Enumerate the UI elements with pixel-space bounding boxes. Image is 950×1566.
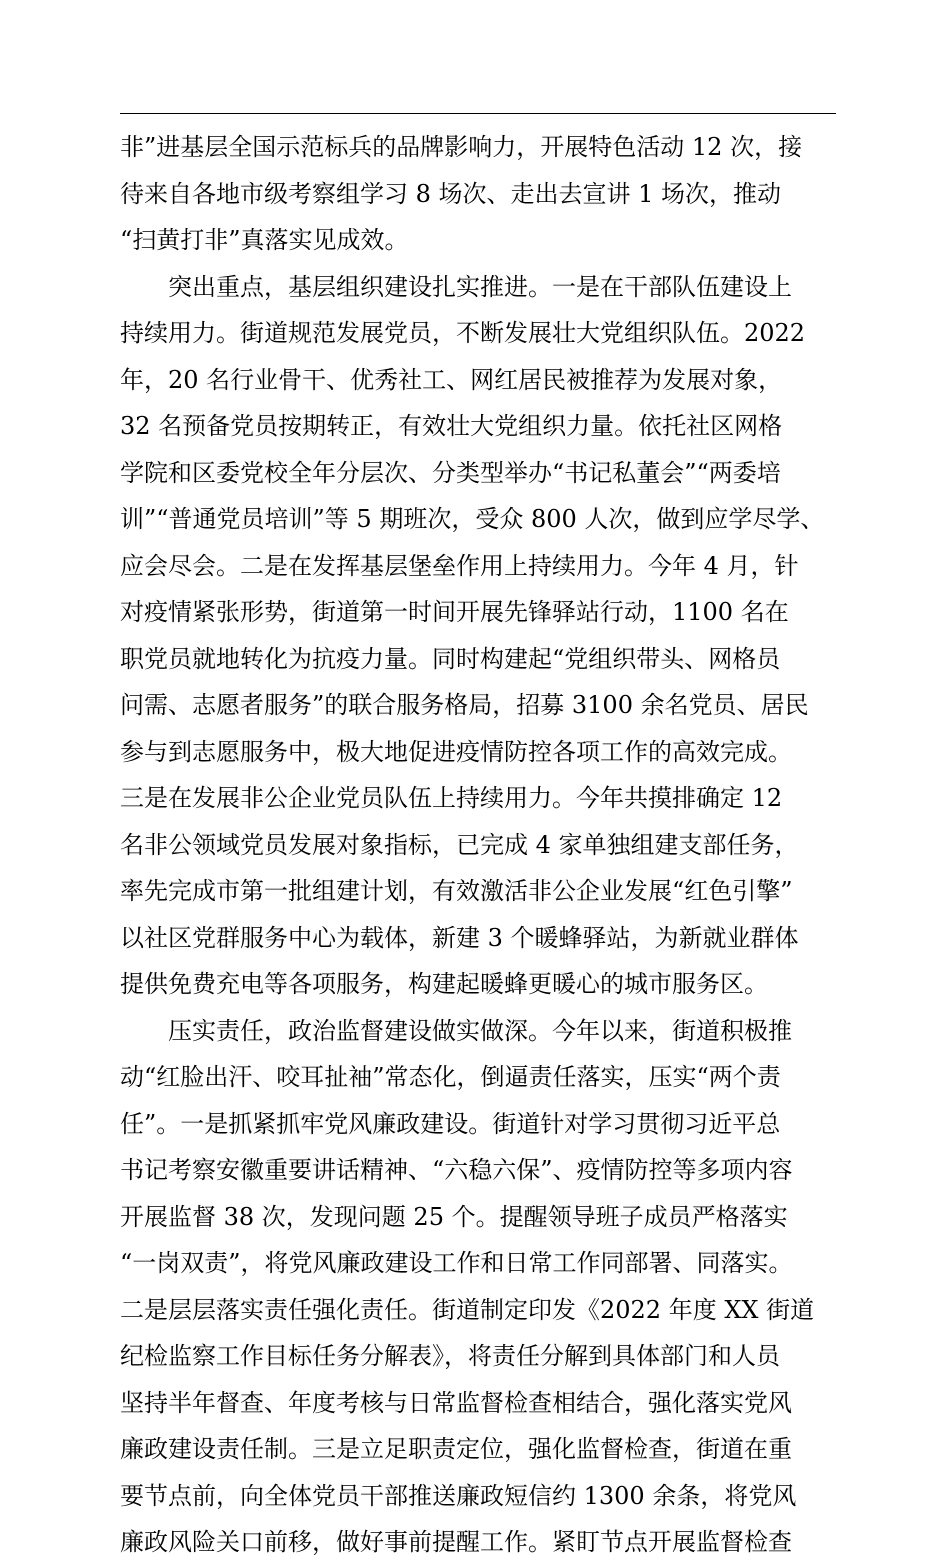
text-line: 非”进基层全国示范标兵的品牌影响力，开展特色活动 12 次，接 <box>120 133 803 161</box>
text-line: 要节点前，向全体党员干部推送廉政短信约 1300 余条，将党风 <box>120 1481 797 1510</box>
text-line: 职党员就地转化为抗疫力量。同时构建起“党组织带头、网格员 <box>120 644 781 673</box>
text-line: 开展监督 38 次，发现问题 25 个。提醒领导班子成员严格落实 <box>120 1202 788 1231</box>
paragraph-first-line: 突出重点，基层组织建设扎实推进。一是在干部队伍建设上 <box>168 272 792 301</box>
text-line: 持续用力。街道规范发展党员，不断发展壮大党组织队伍。2022 <box>120 319 806 347</box>
text-line: 动“红脸出汗、咬耳扯袖”常态化，倒逼责任落实，压实“两个责 <box>120 1063 781 1091</box>
text-line: 32 名预备党员按期转正，有效壮大党组织力量。依托社区网格 <box>120 412 783 440</box>
text-line: 待来自各地市级考察组学习 8 场次、走出去宣讲 1 场次，推动 <box>120 179 782 208</box>
text-line: 训”“普通党员培训”等 5 期班次，受众 800 人次，做到应学尽学、 <box>120 505 825 533</box>
text-line: 参与到志愿服务中，极大地促进疫情防控各项工作的高效完成。 <box>120 737 792 766</box>
text-line: 廉政风险关口前移，做好事前提醒工作。紧盯节点开展监督检查 <box>120 1528 792 1556</box>
paragraph-first-line: 压实责任，政治监督建设做实做深。今年以来，街道积极推 <box>168 1016 792 1045</box>
text-line: 廉政建设责任制。三是立足职责定位，强化监督检查，街道在重 <box>120 1435 792 1463</box>
text-line: 学院和区委党校全年分层次、分类型举办“书记私董会”“两委培 <box>120 458 781 487</box>
text-line: 纪检监察工作目标任务分解表》，将责任分解到具体部门和人员 <box>120 1342 780 1370</box>
text-line: 年，20 名行业骨干、优秀社工、网红居民被推荐为发展对象， <box>120 365 783 394</box>
text-line: 二是层层落实责任强化责任。街道制定印发《2022 年度 XX 街道 <box>120 1295 815 1324</box>
text-line: 应会尽会。二是在发挥基层堡垒作用上持续用力。今年 4 月，针 <box>120 551 799 580</box>
text-line: 名非公领域党员发展对象指标，已完成 4 家单独组建支部任务， <box>120 830 799 859</box>
body-text <box>120 124 836 1566</box>
text-line: 三是在发展非公企业党员队伍上持续用力。今年共摸排确定 12 <box>120 784 783 812</box>
text-line: 问需、志愿者服务”的联合服务格局，招募 3100 余名党员、居民 <box>120 691 809 719</box>
header-rule <box>120 113 836 114</box>
text-line: 对疫情紧张形势，街道第一时间开展先锋驿站行动，1100 名在 <box>120 598 789 626</box>
text-line: “扫黄打非”真落实见成效。 <box>120 226 409 254</box>
text-line: 书记考察安徽重要讲话精神、“六稳六保”、疫情防控等多项内容 <box>120 1156 793 1184</box>
text-line: 率先完成市第一批组建计划，有效激活非公企业发展“红色引擎” <box>120 877 793 905</box>
text-line: 以社区党群服务中心为载体，新建 3 个暖蜂驿站，为新就业群体 <box>120 923 799 952</box>
text-line: “一岗双责”，将党风廉政建设工作和日常工作同部署、同落实。 <box>120 1249 793 1277</box>
text-line: 坚持半年督查、年度考核与日常监督检查相结合，强化落实党风 <box>120 1388 792 1417</box>
text-line: 提供免费充电等各项服务，构建起暖蜂更暖心的城市服务区。 <box>120 970 768 998</box>
text-line: 任”。一是抓紧抓牢党风廉政建设。街道针对学习贯彻习近平总 <box>120 1109 781 1138</box>
